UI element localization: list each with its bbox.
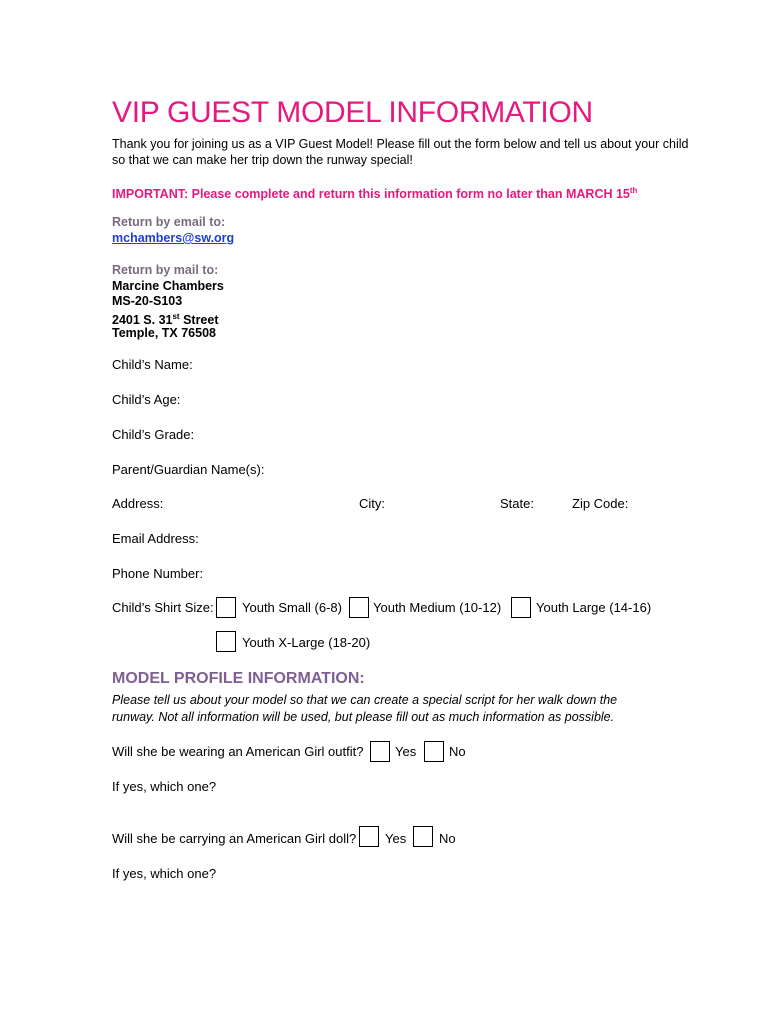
important-notice bbox=[112, 183, 637, 202]
outfit-followup-label: If yes, which one? bbox=[112, 779, 217, 794]
child-grade-label: Child’s Grade: bbox=[112, 427, 195, 442]
parent-name-label: Parent/Guardian Name(s): bbox=[112, 462, 265, 477]
zip-label: Zip Code: bbox=[572, 496, 629, 511]
intro-line-1: Thank you for joining us as a VIP Guest Model! Please fill out the form below and tell us about your child bbox=[112, 137, 689, 151]
profile-desc-line-1: Please tell us about your model so that we can create a special script for her walk down the bbox=[112, 693, 618, 707]
mail-city: Temple, TX 76508 bbox=[112, 326, 216, 340]
important-sup: th bbox=[629, 186, 638, 195]
address-label: Address: bbox=[112, 496, 164, 511]
email-return-label: Return by email to: bbox=[112, 215, 226, 229]
child-name-label: Child’s Name: bbox=[112, 357, 193, 372]
shirt-large-label: Youth Large (14-16) bbox=[536, 600, 652, 615]
doll-followup-label: If yes, which one? bbox=[112, 866, 217, 881]
mail-street-prefix: 2401 S. 31 bbox=[112, 313, 173, 328]
child-age-label: Child’s Age: bbox=[112, 392, 181, 407]
doll-yes-label: Yes bbox=[385, 831, 407, 846]
doll-question: Will she be carrying an American Girl doll? bbox=[112, 831, 357, 846]
doll-no-label: No bbox=[439, 831, 456, 846]
mail-code: MS-20-S103 bbox=[112, 294, 183, 308]
phone-number-label: Phone Number: bbox=[112, 566, 204, 581]
doll-no-checkbox[interactable] bbox=[413, 826, 433, 847]
email-address-label: Email Address: bbox=[112, 531, 199, 546]
important-text: IMPORTANT: Please complete and return this information form no later than MARCH 15 bbox=[112, 187, 630, 202]
doll-yes-checkbox[interactable] bbox=[359, 826, 379, 847]
mail-return-label: Return by mail to: bbox=[112, 263, 219, 277]
page-title: VIP GUEST MODEL INFORMATION bbox=[112, 96, 593, 129]
model-profile-heading: MODEL PROFILE INFORMATION: bbox=[112, 670, 365, 687]
shirt-size-label: Child’s Shirt Size: bbox=[112, 600, 214, 615]
city-label: City: bbox=[359, 496, 385, 511]
mail-street-sup: st bbox=[172, 312, 180, 321]
intro-line-2: so that we can make her trip down the runway special! bbox=[112, 153, 413, 167]
shirt-xlarge-label: Youth X-Large (18-20) bbox=[242, 635, 371, 650]
mail-name: Marcine Chambers bbox=[112, 279, 224, 293]
outfit-question: Will she be wearing an American Girl outfit? bbox=[112, 744, 364, 759]
outfit-no-checkbox[interactable] bbox=[424, 741, 444, 762]
shirt-xlarge-checkbox[interactable] bbox=[216, 631, 236, 652]
outfit-no-label: No bbox=[449, 744, 466, 759]
mail-street-suffix: Street bbox=[179, 313, 219, 328]
shirt-small-label: Youth Small (6-8) bbox=[242, 600, 342, 615]
shirt-small-checkbox[interactable] bbox=[216, 597, 236, 618]
profile-desc-line-2: runway. Not all information will be used, but please fill out as much information as possible. bbox=[112, 710, 615, 724]
shirt-large-checkbox[interactable] bbox=[511, 597, 531, 618]
shirt-medium-checkbox[interactable] bbox=[349, 597, 369, 618]
outfit-yes-checkbox[interactable] bbox=[370, 741, 390, 762]
email-link[interactable]: mchambers@sw.org bbox=[112, 231, 235, 245]
state-label: State: bbox=[500, 496, 534, 511]
outfit-yes-label: Yes bbox=[395, 744, 417, 759]
shirt-medium-label: Youth Medium (10-12) bbox=[373, 600, 502, 615]
